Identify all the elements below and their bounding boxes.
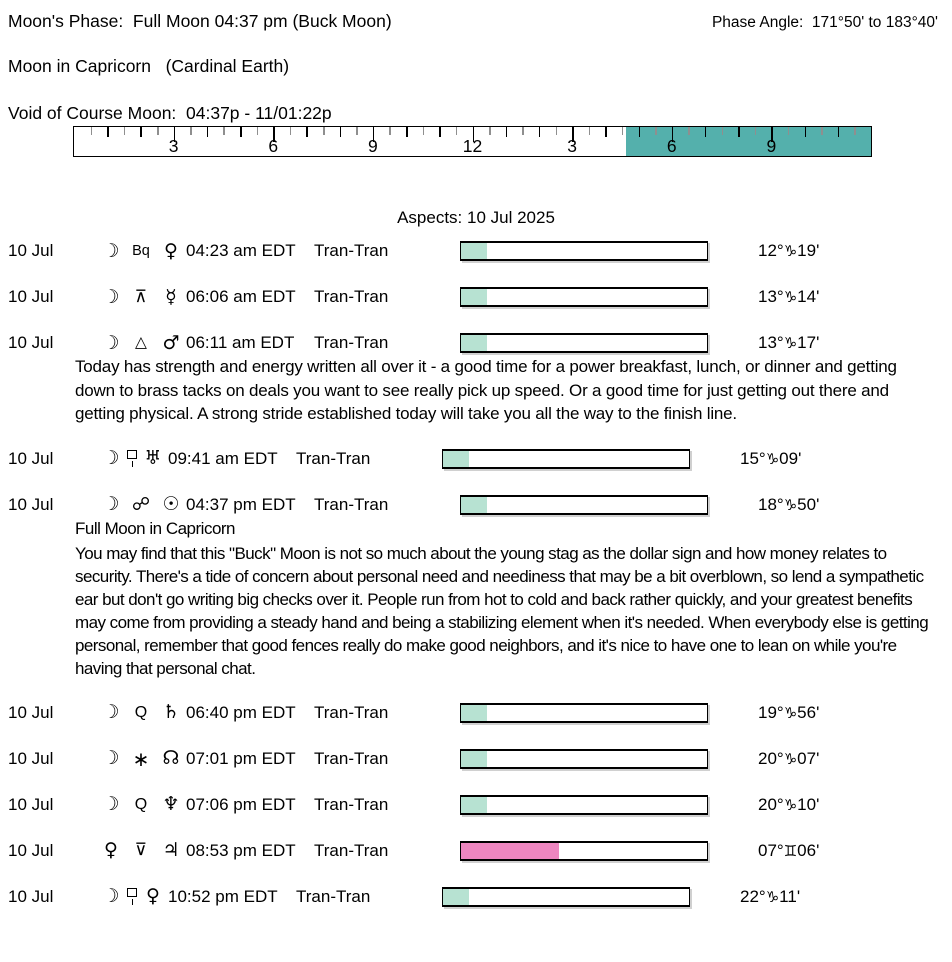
minutes-value: 06' — [797, 840, 820, 860]
capricorn-icon: ♑ — [783, 288, 798, 306]
degree-cell — [758, 241, 819, 261]
aspect-row — [8, 841, 952, 861]
date-cell: 10 Jul — [8, 287, 54, 306]
orb-progress-bar — [442, 449, 690, 469]
ruler-tick — [157, 127, 159, 135]
degree-cell — [758, 841, 819, 861]
ruler-tick — [688, 127, 690, 135]
ruler-hour-label: 9 — [766, 135, 777, 156]
mars-icon: ♂ — [162, 331, 180, 354]
moon-icon: ☽ — [102, 285, 120, 308]
venus-icon: ♀ — [104, 839, 118, 862]
degree-cell — [740, 887, 800, 907]
ruler-hour-label: 6 — [666, 135, 677, 156]
date-cell: 10 Jul — [8, 748, 54, 768]
minutes-value: 10' — [797, 794, 820, 814]
degree-cell — [758, 795, 819, 815]
date-cell: 10 Jul — [8, 241, 54, 260]
ruler-tick — [705, 127, 707, 137]
void-period-band — [626, 127, 871, 156]
opposition-icon: ☍ — [131, 493, 151, 515]
orb-progress-fill — [461, 243, 487, 259]
quincunx-icon: ⊼ — [134, 286, 148, 307]
note-title: Full Moon in Capricorn — [75, 518, 236, 538]
ruler-hour-label: 12 — [462, 135, 483, 156]
type-cell: Tran-Tran — [314, 702, 389, 722]
semisextile-icon: ⊽ — [134, 840, 148, 861]
neptune-icon: ♆ — [162, 793, 180, 816]
ruler-tick — [805, 127, 807, 137]
gemini-icon: ♊ — [783, 841, 798, 860]
ruler-tick — [439, 127, 441, 137]
aspect-note: Today has strength and energy written all over it - a good time for a power breakfast, lunch, or dinner and getting down to brass tacks on deals you want to see really pick up speed. Or a good time for just getting out there and getting physical. A strong stride established today will take you all the way to the finish line. — [75, 357, 897, 424]
sextile-icon: ∗ — [132, 746, 150, 771]
ruler-tick — [539, 127, 541, 137]
ruler-tick — [605, 127, 607, 137]
time-cell: 06:40 pm EDT — [186, 702, 296, 722]
header — [8, 11, 952, 32]
ruler-tick — [738, 127, 740, 137]
moon-icon: ☽ — [102, 493, 120, 516]
minutes-value: 56' — [797, 702, 820, 722]
moon-icon: ☽ — [102, 747, 120, 770]
type-cell: Tran-Tran — [296, 886, 371, 906]
orb-progress-bar — [460, 795, 708, 815]
ruler-tick — [323, 127, 325, 135]
aspect-row — [8, 241, 952, 261]
ruler-tick — [622, 127, 624, 135]
orb-progress-bar — [460, 495, 708, 515]
ruler-tick — [356, 127, 358, 135]
orb-progress-bar — [442, 887, 690, 907]
north-node-icon: ☊ — [162, 747, 180, 770]
aspect-note: You may find that this "Buck" Moon is not so much about the young stag as the dollar sign and how money relates to security. There's a tide of concern about personal need and neediness that may be a bit overblown, so lend a sympathetic ear but don't go writing big checks over it. People run from hot to cold and back rather quickly, and your greatest benefits may come from providing a steady hand and being a stabilizing element when it's needed. When everybody else is getting personal, remember that good fences really do make good neighbors, and it's nice to have one to lean on while you're having that personal chat. — [75, 543, 929, 678]
sesquiquadrate-icon — [126, 888, 138, 905]
degree-value: 07° — [758, 840, 784, 860]
ruler-tick — [838, 127, 840, 137]
orb-progress-bar — [460, 241, 708, 261]
aspect-row — [8, 333, 952, 353]
capricorn-icon: ♑ — [783, 334, 798, 352]
aspect-row — [8, 287, 952, 307]
capricorn-icon: ♑ — [765, 449, 780, 468]
quintile-icon: Q — [134, 795, 148, 813]
orb-progress-fill — [461, 751, 487, 767]
moons-phase-text: Moon's Phase: Full Moon 04:37 pm (Buck Moon) — [8, 11, 392, 31]
date-cell: 10 Jul — [8, 794, 54, 814]
ruler-tick — [190, 127, 192, 135]
capricorn-icon: ♑ — [783, 242, 798, 260]
venus-icon: ♀ — [146, 885, 160, 908]
date-cell: 10 Jul — [8, 840, 54, 860]
time-cell: 06:06 am EDT — [186, 287, 296, 306]
degree-value: 22° — [740, 886, 766, 906]
sesquiquadrate-icon — [126, 450, 138, 467]
aspect-row — [8, 887, 952, 907]
capricorn-icon: ♑ — [783, 795, 798, 814]
degree-cell — [740, 449, 801, 469]
orb-progress-fill — [443, 889, 469, 905]
ruler-tick — [506, 127, 508, 137]
minutes-value: 14' — [797, 287, 820, 306]
moon-icon: ☽ — [102, 793, 120, 816]
ruler-hour-label: 3 — [567, 135, 577, 156]
ruler-tick — [340, 127, 342, 137]
date-cell: 10 Jul — [8, 702, 54, 722]
sun-icon: ☉ — [162, 493, 180, 516]
ruler-tick — [107, 127, 109, 137]
ruler-tick — [306, 127, 308, 137]
degree-value: 13° — [758, 333, 784, 352]
quintile-icon: Q — [134, 703, 148, 721]
time-cell: 09:41 am EDT — [168, 448, 278, 468]
orb-progress-bar — [460, 749, 708, 769]
degree-value: 12° — [758, 241, 784, 260]
type-cell: Tran-Tran — [314, 840, 389, 860]
venus-icon: ♀ — [164, 239, 178, 262]
aspects-title: Aspects: 10 Jul 2025 — [397, 208, 555, 227]
minutes-value: 11' — [779, 886, 801, 906]
time-cell: 04:37 pm EDT — [186, 494, 296, 514]
ruler-tick — [854, 127, 856, 135]
degree-cell — [758, 703, 819, 723]
degree-value: 18° — [758, 494, 784, 514]
type-cell: Tran-Tran — [314, 287, 389, 306]
degree-cell — [758, 495, 819, 515]
ruler-tick — [124, 127, 126, 135]
degree-value: 13° — [758, 287, 784, 306]
minutes-value: 09' — [779, 448, 802, 468]
orb-progress-fill — [461, 497, 487, 513]
capricorn-icon: ♑ — [783, 495, 798, 514]
aspects-list — [8, 241, 952, 907]
ruler-tick — [456, 127, 458, 135]
ruler-tick — [140, 127, 142, 137]
ruler-tick — [240, 127, 242, 137]
capricorn-icon: ♑ — [783, 749, 798, 768]
mercury-icon: ☿ — [165, 285, 177, 308]
degree-value: 15° — [740, 448, 766, 468]
ruler-tick — [788, 127, 790, 135]
ruler-tick — [722, 127, 724, 135]
degree-value: 20° — [758, 794, 784, 814]
minutes-value: 07' — [797, 748, 820, 768]
phase-angle-text: Phase Angle: 171°50' to 183°40' — [711, 14, 938, 31]
date-cell: 10 Jul — [8, 448, 54, 468]
degree-cell — [758, 333, 819, 353]
aspect-row — [8, 795, 952, 815]
minutes-value: 17' — [797, 333, 820, 352]
time-cell: 08:53 pm EDT — [186, 840, 296, 860]
ruler-tick — [639, 127, 641, 137]
aspect-row — [8, 746, 952, 771]
moon-sign-text: Moon in Capricorn (Cardinal Earth) — [8, 56, 290, 76]
degree-cell — [758, 287, 819, 307]
type-cell: Tran-Tran — [314, 748, 389, 768]
biquintile-icon: Bq — [132, 242, 150, 259]
saturn-icon: ♄ — [162, 701, 180, 724]
degree-value: 19° — [758, 702, 784, 722]
minutes-value: 19' — [797, 241, 820, 260]
ruler-tick — [556, 127, 558, 135]
degree-cell — [758, 749, 819, 769]
void-of-course-ruler — [73, 126, 872, 157]
ruler-tick — [489, 127, 491, 135]
ruler-tick — [223, 127, 225, 135]
orb-progress-bar — [460, 287, 708, 307]
orb-progress-fill — [461, 335, 487, 351]
ruler-tick — [821, 127, 823, 135]
aspect-row — [8, 449, 952, 469]
ruler-tick — [423, 127, 425, 135]
time-cell: 06:11 am EDT — [186, 333, 295, 352]
time-cell: 04:23 am EDT — [186, 241, 296, 260]
moon-icon: ☽ — [102, 701, 120, 724]
time-cell: 07:01 pm EDT — [186, 748, 296, 768]
ruler-tick — [589, 127, 591, 135]
moon-icon: ☽ — [102, 331, 120, 354]
type-cell: Tran-Tran — [314, 333, 389, 352]
type-cell: Tran-Tran — [314, 794, 389, 814]
ruler-tick — [655, 127, 657, 135]
ruler-tick — [406, 127, 408, 137]
ruler-tick — [755, 127, 757, 135]
type-cell: Tran-Tran — [314, 494, 389, 514]
ruler-hour-label: 3 — [168, 135, 179, 156]
date-cell: 10 Jul — [8, 333, 54, 352]
ruler-tick — [257, 127, 259, 135]
ruler-tick — [290, 127, 292, 135]
moon-icon: ☽ — [102, 447, 120, 470]
time-cell: 10:52 pm EDT — [168, 886, 278, 906]
time-cell: 07:06 pm EDT — [186, 794, 296, 814]
orb-progress-fill — [461, 705, 487, 721]
orb-progress-fill — [461, 843, 559, 859]
orb-progress-bar — [460, 841, 708, 861]
jupiter-icon: ♃ — [162, 839, 180, 862]
ruler-tick — [207, 127, 209, 137]
orb-progress-fill — [443, 451, 469, 467]
type-cell: Tran-Tran — [314, 241, 389, 260]
orb-progress-fill — [461, 289, 487, 305]
ruler-hour-label: 9 — [368, 135, 378, 156]
ruler-tick — [522, 127, 524, 135]
orb-progress-bar — [460, 333, 708, 353]
minutes-value: 50' — [797, 494, 820, 514]
type-cell: Tran-Tran — [296, 448, 371, 468]
ruler-tick — [91, 127, 93, 135]
orb-progress-bar — [460, 703, 708, 723]
orb-progress-fill — [461, 797, 487, 813]
ruler-tick — [389, 127, 391, 135]
capricorn-icon: ♑ — [765, 887, 780, 906]
capricorn-icon: ♑ — [783, 703, 798, 722]
moon-icon: ☽ — [102, 239, 120, 262]
moon-icon: ☽ — [102, 885, 120, 908]
trine-icon: △ — [135, 333, 147, 352]
aspect-row — [8, 495, 952, 515]
ruler-hour-label: 6 — [268, 135, 279, 156]
date-cell: 10 Jul — [8, 494, 54, 514]
date-cell: 10 Jul — [8, 886, 54, 906]
uranus-icon: ♅ — [144, 447, 162, 470]
aspect-row — [8, 703, 952, 723]
degree-value: 20° — [758, 748, 784, 768]
void-of-course-text: Void of Course Moon: 04:37p - 11/01:22p — [8, 103, 332, 123]
